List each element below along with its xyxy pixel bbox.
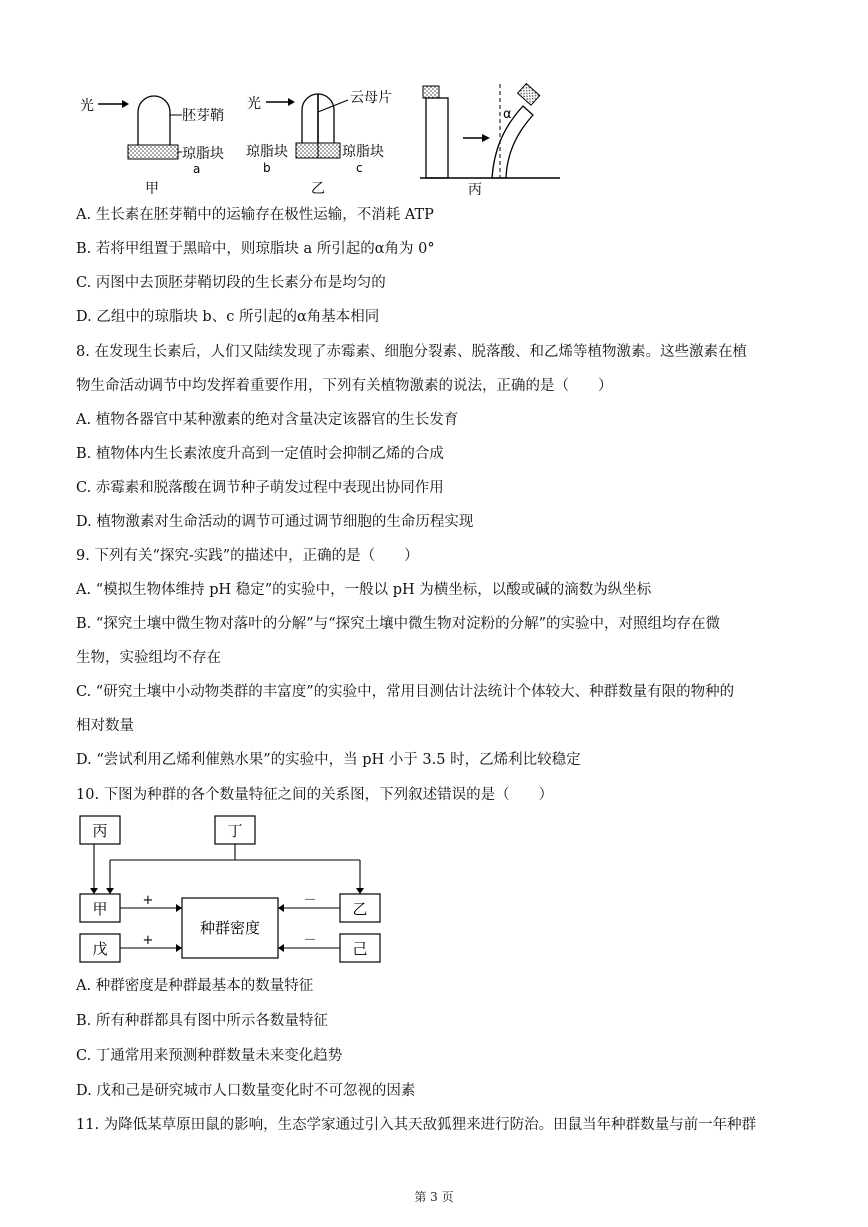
arrowhead-ding-jia: [106, 888, 114, 894]
group-label-bing: 丙: [468, 182, 482, 198]
arrowhead-wu-density: [176, 944, 182, 952]
q11-stem-line1: 11. 为降低某草原田鼠的影响，生态学家通过引入其天敌狐狸来进行防治。田鼠当年种群数量与前一年种群: [76, 1117, 757, 1133]
stand-pillar: [426, 98, 448, 178]
box-yi-label: 乙: [352, 900, 368, 918]
label-b: b: [263, 161, 271, 175]
minus-sign-ji: －: [303, 933, 317, 948]
q8-stem-line2: 物生命活动调节中均发挥着重要作用，下列有关植物激素的说法，正确的是（ ）: [76, 378, 613, 394]
group-label-jia: 甲: [145, 181, 159, 197]
figure-coleoptile-experiment: [0, 0, 868, 205]
alpha-label: α: [503, 107, 512, 122]
q8-option-a: A. 植物各器官中某种激素的绝对含量决定该器官的生长发育: [76, 412, 459, 428]
label-a: a: [193, 162, 201, 176]
coleoptile-1: [138, 96, 170, 145]
q8-option-b: B. 植物体内生长素浓度升高到一定值时会抑制乙烯的合成: [76, 446, 444, 462]
arrowhead-jia-density: [176, 904, 182, 912]
group-label-yi: 乙: [311, 181, 325, 197]
light-arrowhead-3: [482, 134, 490, 142]
pointer-line-mica: [318, 100, 348, 112]
bent-coleoptile: [492, 106, 533, 178]
q9-line-a: A. “模拟生物体维持 pH 稳定”的实验中，一般以 pH 为横坐标，以酸或碱的滴数为纵坐标: [76, 582, 652, 598]
q7-option-c: C. 丙图中去顶胚芽鞘切段的生长素分布是均匀的: [76, 275, 386, 291]
q10-stem: 10. 下图为种群的各个数量特征之间的关系图，下列叙述错误的是（ ）: [76, 787, 554, 803]
q8-option-c: C. 赤霉素和脱落酸在调节种子萌发过程中表现出协同作用: [76, 480, 444, 496]
arrowhead-yi-density: [278, 904, 284, 912]
label-c: c: [356, 161, 363, 175]
q10-option-b: B. 所有种群都具有图中所示各数量特征: [76, 1013, 328, 1029]
arrowhead-bing-jia: [90, 888, 98, 894]
agar-block-c: [318, 143, 340, 158]
q9-line-b2: 生物，实验组均不存在: [76, 650, 221, 666]
q9-line-b1: B. “探究土壤中微生物对落叶的分解”与“探究土壤中微生物对淀粉的分解”的实验中，对照组均存在微: [76, 616, 721, 632]
page-number: 第 3 页: [414, 1190, 454, 1204]
plus-sign-jia: +: [142, 893, 154, 908]
coleoptile-label: 胚芽鞘: [182, 108, 224, 124]
q10-option-a: A. 种群密度是种群最基本的数量特征: [76, 978, 314, 994]
agar-block-b: [296, 143, 318, 158]
population-feature-diagram: [0, 812, 868, 972]
agar-label-2-right: 琼脂块: [342, 144, 384, 160]
plus-sign-wu: +: [142, 933, 154, 948]
q8-stem-line1: 8. 在发现生长素后，人们又陆续发现了赤霉素、细胞分裂素、脱落酸、和乙烯等植物激素。这些激素在植: [76, 344, 747, 360]
q7-option-a: A. 生长素在胚芽鞘中的运输存在极性运输，不消耗 ATP: [76, 207, 434, 223]
box-jia-label: 甲: [92, 900, 108, 918]
box-ji-label: 己: [352, 940, 368, 958]
q10-option-d: D. 戊和己是研究城市人口数量变化时不可忽视的因素: [76, 1083, 416, 1099]
arrowhead-ding-yi: [356, 888, 364, 894]
light-arrowhead-1: [122, 100, 129, 108]
light-arrowhead-2: [288, 98, 295, 106]
agar-label-2-left: 琼脂块: [246, 144, 288, 160]
agar-label-1: 琼脂块: [182, 146, 224, 162]
box-bing-label: 丙: [92, 822, 108, 840]
box-ding-label: 丁: [227, 822, 243, 840]
q7-option-b: B. 若将甲组置于黑暗中，则琼脂块 a 所引起的α角为 0°: [76, 241, 435, 257]
q8-option-d: D. 植物激素对生命活动的调节可通过调节细胞的生命历程实现: [76, 514, 474, 530]
agar-on-stand: [423, 86, 439, 98]
light-label-1: 光: [80, 98, 94, 114]
arrowhead-ji-density: [278, 944, 284, 952]
light-label-2: 光: [247, 96, 261, 112]
box-wu-label: 戊: [92, 940, 108, 958]
q7-option-d: D. 乙组中的琼脂块 b、c 所引起的α角基本相同: [76, 309, 380, 325]
q10-option-c: C. 丁通常用来预测种群数量未来变化趋势: [76, 1048, 343, 1064]
q9-line-d: D. “尝试利用乙烯利催熟水果”的实验中，当 pH 小于 3.5 时，乙烯利比较稳定: [76, 752, 581, 768]
q9-stem: 9. 下列有关“探究-实践”的描述中，正确的是（ ）: [76, 548, 419, 564]
minus-sign-yi: －: [303, 893, 317, 908]
agar-tilted: [518, 84, 540, 106]
agar-block-a: [128, 145, 178, 159]
mica-label: 云母片: [350, 90, 392, 106]
box-population-density-label: 种群密度: [199, 919, 261, 937]
q9-line-c2: 相对数量: [76, 718, 134, 734]
q9-line-c1: C. “研究土壤中小动物类群的丰富度”的实验中，常用目测估计法统计个体较大、种群数量有限的物种的: [76, 684, 735, 700]
